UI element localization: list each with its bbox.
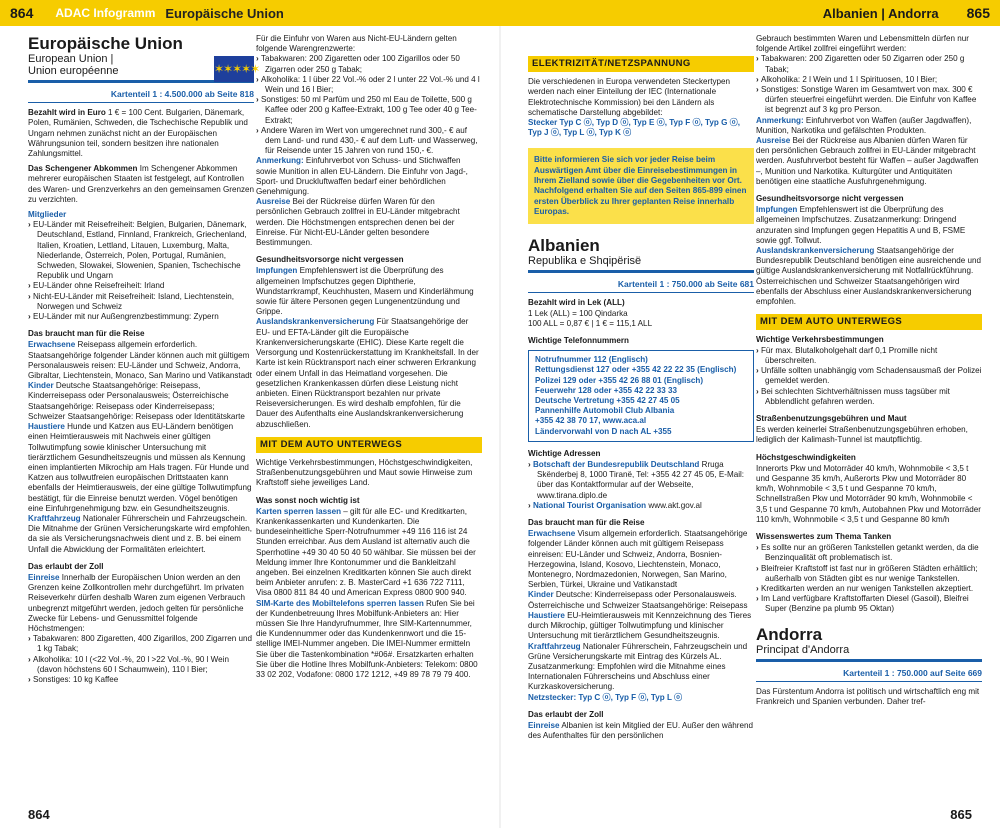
albania-car-section-bar: MIT DEM AUTO UNTERWEGS [756,314,982,330]
phone-line: +355 42 38 70 17, www.aca.al [535,416,647,426]
eu-exit-text: Bei der Rückreise dürfen Waren für den persönlichen Gebrauch zollfrei in EU-Länder mitgebracht werden. Die Höchstmengen entsprechen denen bei der Einreise. Für Nicht-EU-Länder gelten besondere Bestimmungen. [256,197,460,248]
members-item: › EU-Länder ohne Reisefreiheit: Irland [28,281,254,291]
eu-flag-icon: ✶✶✶✶✶ [214,56,254,82]
schengen-label: Das Schengener Abkommen [28,164,138,174]
eu-kids-label: Kinder [28,381,54,391]
eu-column-2 [256,34,482,680]
fuel-heading: Wissenswertes zum Thema Tanken [756,531,892,541]
eu-car-label: Kraftfahrzeug [28,513,81,523]
members-item: › EU-Länder mit Reisefreiheit: Belgien, Bulgarien, Dänemark, Deutschland, Estland, Finnland, Frankreich, Griechenland, Italien, Kroatien, Lettland, Litauen, Luxemburg, Malta, Niederlande, Österreich, Polen, Portugal, Rumänien, Schweden, Slowakei, Slowenien, Spanien, Tschechische Republik und Ungarn [28,220,254,281]
left-header-bar [0,0,500,26]
eu-car-text: Nationaler Führerschein und Fahrzeugschein. Die Mitnahme der Grünen Versicherungskarte wird empfohlen, da sie als Versicherungsnachweis dient und z. B. bei einem Unfall die Abwicklung der Formalitäten erleichtert. [28,513,253,554]
eu-import-item: › Tabakwaren: 800 Zigaretten, 400 Zigarillos, 200 Zigarren und 1 kg Tabak; [28,634,254,654]
albania-title-underline [528,270,754,273]
eu-kids-text: Deutsche Staatsangehörige: Reisepass, Kinderreisepass oder Personalausweis; Österreichische Staatsangehörige: Reisepass oder Kinderreisepass; Schweizer Staatsangehörige: Reisepass oder Identitätskarte [28,381,245,421]
speed-text: Innerorts Pkw und Motorräder 40 km/h, Wohnmobile < 3,5 t und Gespanne 35 km/h, Außerorts Pkw und Motorräder 80 km/h, Wohnmobile < 3,5 t und Gespanne 70 km/h, Schnellstraßen Pkw und Motorräder 90 km/h, Wohnmobile < 3,5 t und Gespanne 70 km/h, Autobahnen Pkw und Motorräder 110 km/h, Wohnmobile < 3,5 t und Gespanne 80 km/h [756,463,981,524]
plug-types: Stecker Typ C ⓞ, Typ D ⓞ, Typ E ⓞ, Typ F ⓞ, Typ G ⓞ, Typ J ⓞ, Typ L ⓞ, Typ K ⓞ [528,118,740,138]
albania-customs-heading: Das erlaubt der Zoll [528,709,604,719]
albania-remark-text: Einfuhrverbot von Waffen (außer Jagdwaffen), Munition, Narkotika und gefälschten Produkten. [756,115,972,135]
right-page-number: 865 [966,5,990,21]
phone-line: Notrufnummer 112 (Englisch) [535,355,648,365]
eu-import-label: Einreise [28,572,60,582]
toll-heading: Straßenbenutzungsgebühren und Maut [756,413,907,423]
right-header-bar [500,0,1000,26]
fuel-item: › Im Land verfügbare Kraftstoffarten Diesel (Gasoil), Bleifrei Super (Benzine pa plumb 95 Oktan) [756,594,982,614]
albania-import-item: › Sonstiges: Sonstige Waren im Gesamtwert von max. 300 € dürfen steuerfrei eingeführt werden. Die Einfuhr von Kaffee ist begrenzt auf 3 kg pro Person. [756,85,982,116]
andorra-subtitle: Principat d'Andorra [756,643,850,656]
albania-car-label: Kraftfahrzeug [528,641,581,651]
albania-vacc-text: Empfehlenswert ist die Überprüfung des allgemeinen Impfschutzes. Zusatzanmerkung: Dringend anzuraten sind Impfungen gegen Hepatitis A und B, FSME sowie ggf. Tollwut. [756,205,966,245]
albania-car-text: Nationaler Führerschein, Fahrzeugschein und Grüne Versicherungskarte mit Eintrag des Kürzels AL. Zusatzanmerkung: Empfohlen wird die Mitnahme eines Internationalen Führerscheins und Abschluss einer Kurzkaskoversicherung. [528,641,748,692]
right-footer-page-number: 865 [950,807,972,822]
eu-remark-text: Einfuhrverbot von Schuss- und Stichwaffen sowie Munition in allen EU-Ländern. Die Einfuhr von Jagd-, Sport- und Druckluftwaffen bedarf einer behördlichen Genehmigung. [256,156,468,197]
eu-column-1 [28,34,260,685]
albania-kids-label: Kinder [528,590,554,600]
card-block-text: – gilt für alle EC- und Kreditkarten, Krankenkassenkarten und Kundenkarten. Die bundeseinheitliche Sperr-Notrufnummer +49 116 116 ist 24 Stunden erreichbar. Aus dem Ausland ist alternativ auch die Sperrhotline +49 30 40 50 40 50 wählbar. Sie müssen bei der Meldung immer Ihre Kontonummer und die Bankleitzahl angeben. Bei einzelnen Kreditkarten können Sie auch direkt beim Anbieter anrufen: z. B. MasterCard +1 636 722 7111, Visa 0800 811 84 40 und American Express 0800 900 940. [256,506,476,598]
tourism-label: National Tourist Organisation [532,500,647,510]
eu-customs-heading: Das erlaubt der Zoll [28,561,104,571]
eu-payment-text: 1 € = 100 Cent. Bulgarien, Dänemark, Polen, Rumänien, Schweden, die Tschechische Republik und Ungarn nehmen zunächst nicht an der Europäischen Währungsunion teil, sondern besitzen ihre nationalen Zahlungsmittel. [28,108,248,159]
phone-line: Ländervorwahl von D nach AL +355 [535,426,672,436]
electricity-text: Die verschiedenen in Europa verwendeten Steckertypen werden nach einer Einteilung der IEC (Internationale Elektrotechnische Kommission) bei den Ländern als schematische Darstellung abgebildet: [528,77,731,117]
noneu-item: › Andere Waren im Wert von umgerechnet rund 300,- € auf dem Land- und rund 430,- € auf dem Luft- und Wasserweg, für Reisende unter 15 Jahren von rund 150,- €. [256,126,482,157]
eu-car-intro: Wichtige Verkehrsbestimmungen, Höchstgeschwindigkeiten, Straßenbenutzungsgebühren und Maut sowie Hinweise zum Kraftstoff siehe jeweiliges Land. [256,457,473,488]
albania-adults-text: Visum allgemein erforderlich. Staatsangehörige folgender Länder können auch mit gültigem Reisepass einreisen: EU-Länder und Schweiz, Andorra, Bosnien-Herzegowina, Island, Kosovo, Liechtenstein, Monaco, Montenegro, Nordmazedonien, Norwegen, San Marino, Serbien, Türkei, Ukraine und Vatikanstadt [528,529,748,590]
toll-text: Es werden keinerlei Straßenbenutzungsgebühren erhoben, lediglich der Kalimash-Tunnel ist mautpflichtig. [756,425,968,445]
noneu-item: › Alkoholika: 1 l über 22 Vol.-% oder 2 l unter 22 Vol.-% und 4 l Wein und 16 l Bier; [256,75,482,95]
eu-remark-label: Anmerkung: [256,156,304,166]
albania-column-1 [528,34,754,741]
traffic-heading: Wichtige Verkehrsbestimmungen [756,335,884,345]
eu-health-heading: Gesundheitsvorsorge nicht vergessen [256,255,404,265]
members-heading: Mitglieder [28,210,67,220]
albania-adults-label: Erwachsene [528,529,576,539]
eu-need-heading: Das braucht man für die Reise [28,329,145,339]
brand-label: ADAC Infogramm [55,6,156,20]
eu-import-text: Innerhalb der Europäischen Union werden an den Grenzen keine Zollkontrollen mehr durchgeführt. Im privaten Reiseverkehr dürfen deshalb Waren zum eigenen Verbrauch unbegrenzt mitgeführt werden, jedoch gelten für persönliche Zwecke für Lebens- und Genussmittel folgende Höchstmengen: [28,572,246,633]
tourism-link[interactable]: www.akt.gov.al [648,500,702,510]
eu-subtitle-1: European Union | [28,53,114,65]
members-item: › EU-Länder mit nur Außengrenzbestimmung: Zypern [28,312,254,322]
albania-payment-text: 1 Lek (ALL) = 100 Qindarka 100 ALL = 0,87 € | 1 € = 115,1 ALL [528,308,653,328]
fuel-item: › Bleifreier Kraftstoff ist fast nur in größeren Städten erhältlich; außerhalb von Städten gibt es nur wenige Tankstellen. [756,564,982,584]
andorra-title-underline [756,659,982,662]
eu-subtitle-2: Union européenne [28,65,119,77]
phone-box [528,350,754,442]
left-page-number: 864 [10,5,34,21]
right-header-title: Albanien | Andorra [822,5,939,21]
fuel-item: › Kreditkarten werden an nur wenigen Tankstellen akzeptiert. [756,584,982,594]
electricity-section-bar: ELEKTRIZITÄT/NETZSPANNUNG [528,56,754,72]
andorra-intro: Das Fürstentum Andorra ist politisch und wirtschaftlich eng mit Frankreich und Spanien verbunden. Daher tref- [756,686,980,706]
noneu-item: › Tabakwaren: 200 Zigaretten oder 100 Zigarillos oder 50 Zigarren oder 250 g Tabak; [256,54,482,74]
eu-vacc-text: Empfehlenswert ist die Überprüfung des allgemeinen Impfschutzes gegen Diphtherie, Wundstarrkrampf, Keuchhusten, Masern und Kinderlähmung sowie für ältere Personen gegen Lungenentzündung und Grippe. [256,266,474,317]
schengen-text: Im Schengener Abkommen mehrerer europäischen Staaten ist festgelegt, auf Kontrollen des Waren- und Grenzverkehrs an den gemeinsamen Grenzen zu verzichten. [28,164,254,204]
albania-ins-text: Staatsangehörige der Bundesrepublik Deutschland benötigen eine ausreichende und gültige Auslandskrankenversicherung mit Notfallrückführung. Österreichischen und Schweizer Staatsangehörigen wird ebenfalls der Abschluss einer Auslandskrankenversicherung empfohlen. [756,246,981,307]
traffic-item: › Für max. Blutalkoholgehalt darf 0,1 Promille nicht überschreiten. [756,346,982,366]
phone-line: Feuerwehr 128 oder +355 42 22 33 33 [535,385,677,395]
eu-title: Europäische Union [28,34,183,53]
phone-line: Deutsche Vertretung +355 42 27 45 05 [535,396,680,406]
eu-adults-text: Reisepass allgemein erforderlich. Staatsangehörige folgender Länder können auch mit gültigem Personalausweis reisen: EU-Länder und Schweiz, Andorra, Gibraltar, Liechtenstein, Monaco, San Marino und Vatikanstadt [28,340,252,381]
albania-exit-text: Bei der Rückreise aus Albanien dürfen Waren für den persönlichen Gebrauch zollfrei in EU-Länder mitgebracht werden. Ausfuhrverbot besteht für Waffen – außer Jagdwaffen –, Munition und Narkotika. Kulturgüter und Antiquitäten benötigen eine staatliche Ausfuhrgenehmigung. [756,136,979,186]
traffic-item: › Bei schlechten Sichtverhältnissen muss tagsüber mit Abblendlicht gefahren werden. [756,387,982,407]
albania-import-cont: Gebrauch bestimmten Waren und Lebensmitteln dürfen nur folgende Artikel zollfrei eingeführt werden: [756,34,969,54]
albania-map-reference: Kartenteil 1 : 750.000 ab Seite 681 [528,276,754,293]
address-heading: Wichtige Adressen [528,448,601,458]
albania-import-text: Albanien ist kein Mitglied der EU. Außer den während des Aufenthaltes für den persönlichen [528,720,753,741]
eu-map-reference: Kartenteil 1 : 4.500.000 ab Seite 818 [28,86,254,103]
albania-vacc-label: Impfungen [756,205,798,215]
phone-line: Rettungsdienst 127 oder +355 42 22 22 35 (Englisch) [535,365,737,375]
eu-import-item: › Sonstiges: 10 kg Kaffee [28,675,254,685]
albania-remark-label: Anmerkung: [756,115,804,125]
eu-vacc-label: Impfungen [256,266,298,276]
eu-lost-heading: Was sonst noch wichtig ist [256,495,360,505]
eu-pets-label: Haustiere [28,422,65,432]
left-footer-page-number: 864 [28,807,50,822]
noneu-item: › Sonstiges: 50 ml Parfüm und 250 ml Eau de Toilette, 500 g Kaffee oder 200 g Kaffee-Extrakt, 100 g Tee oder 40 g Tee-Extrakt; [256,95,482,126]
albania-import-item: › Alkoholika: 2 l Wein und 1 l Spirituosen, 10 l Bier; [756,75,982,85]
albania-need-heading: Das braucht man für die Reise [528,518,645,528]
eu-car-section-bar: MIT DEM AUTO UNTERWEGS [256,437,482,453]
phone-heading: Wichtige Telefonnummern [528,336,629,346]
fuel-item: › Es sollte nur an größeren Tankstellen getankt werden, da die Benzinqualität oft problematisch ist. [756,543,982,563]
traffic-item: › Unfälle sollten unabhängig vom Schadensausmaß der Polizei gemeldet werden. [756,366,982,386]
noneu-intro: Für die Einfuhr von Waren aus Nicht-EU-Ländern gelten folgende Warengrenzwerte: [256,34,457,54]
albania-import-label: Einreise [528,720,560,730]
eu-adults-label: Erwachsene [28,340,76,350]
eu-title-block [28,34,260,83]
albania-plug-types: Netzstecker: Typ C ⓞ, Typ F ⓞ, Typ L ⓞ [528,692,683,702]
members-item: › Nicht-EU-Länder mit Reisefreiheit: Island, Liechtenstein, Norwegen und Schweiz [28,292,254,312]
albania-health-heading: Gesundheitsvorsorge nicht vergessen [756,194,904,204]
phone-line: Pannenhilfe Automobil Club Albania [535,406,675,416]
speed-heading: Höchstgeschwindigkeiten [756,452,856,462]
embassy-text: Rruga Skënderbej 8, 1000 Tiranë, Tel: +355 42 27 45 05, E-Mail: über das Kontaktformular auf der Webseite, www.tirana.diplo.de [537,460,745,500]
albania-pets-label: Haustiere [528,610,565,620]
eu-payment-label: Bezahlt wird in Euro [28,108,106,118]
albania-ins-label: Auslandskrankenversicherung [756,246,875,256]
albania-payment-heading: Bezahlt wird in Lek (ALL) [528,298,625,308]
eu-ins-label: Auslandskrankenversicherung [256,317,375,327]
albania-import-item: › Tabakwaren: 200 Zigaretten oder 50 Zigarren oder 250 g Tabak; [756,54,982,74]
right-page [500,0,1000,828]
card-block-label: Karten sperren lassen [256,506,342,516]
eu-exit-label: Ausreise [256,197,291,207]
andorra-map-reference: Kartenteil 1 : 750.000 auf Seite 669 [756,665,982,682]
embassy-label: Botschaft der Bundesrepublik Deutschland [532,460,700,470]
eu-import-item: › Alkoholika: 10 l (<22 Vol.-%, 20 l >22 Vol.-%, 90 l Wein (davon höchstens 60 l Schaumwein), 110 l Bier; [28,655,254,675]
category-label: Europäische Union [165,5,284,21]
phone-line: Polizei 129 oder +355 42 26 88 01 (Englisch) [535,375,704,385]
eu-ins-text: Für Staatsangehörige der EU- und EFTA-Länder gilt die Europäische Krankenversicherungskarte (EHIC). Diese Karte regelt die Versorgung und Kostenrückerstattung im Krankheitsfall. In der Karte ist kein Rücktransport nach einer schweren Erkrankung oder einem Unfall in das Heimatland vorgesehen. Die gesetzlichen Krankenkassen dürfen diese Leistung nicht anbieten. Einen Rücktransport bezahlen nur private Reiseversicherungen. Es wird deshalb empfohlen, für die Dauer des Aufenthalts eine Auslandskrankenversicherung abzuschließen. [256,317,479,429]
albania-column-2 [756,34,982,707]
sim-block-text: Rufen Sie bei der Kundenbetreuung Ihres Mobilfunk-Anbieters an: Hier müssen Sie Ihre Handyrufnummer, Ihre SIM-Kartennummer, die Kundennummer oder das Kundenkennwort und die 15-stellige IMEI-Nummer angeben. Die IMEI-Nummer ermitteln Sie über die Tastenkombination *#06#. Ersatzkarten erhalten Sie über die Hotline Ihres Mobilfunk-Anbieters: Telekom: 0800 33 02 202, Vodafone: 0800 172 1212, +49 89 78 79 79 400. [256,598,478,679]
sim-block-label: SIM-Karte des Mobiltelefons sperren lassen [256,598,424,608]
albania-kids-text: Deutsche: Kinderreisepass oder Personalausweis. Österreichische und Schweizer Staatsangehörige: Reisepass [528,590,748,610]
albania-exit-label: Ausreise [756,136,791,146]
eu-pets-text: Hunde und Katzen aus EU-Ländern benötigen einen Heimtierausweis mit Nachweis einer gültigen Tollwutimpfung sowie klinischer Untersuchung mit tierärztlichem Gesundheitszeugnis und müssen als Kennung einen implantierten Mikrochip am Hals tragen. Für Hunde und Katzen aus tollwutfreien europäischen Drittstaaten kann ebenfalls der Heimtierausweis, der eine gültige Tollwutimpfung bestätigt, für die Einreise benutzt werden. Vögel benötigen eine Einfuhrgenehmigung bzw. ein Gesundheitszeugnis. [28,422,252,513]
info-box: Bitte informieren Sie sich vor jeder Reise beim Auswärtigen Amt über die Einreisebestimmungen in Ihrem Zielland sowie über die Gegebenheiten vor Ort. Nachfolgend erhalten Sie auf den Seiten 865-899 einen ersten Überblick zu Ihrer geplanten Reise innerhalb Europas. [528,148,754,224]
albania-subtitle: Republika e Shqipërisë [528,255,642,268]
albania-pets-text: EU-Heimtierausweis mit Kennzeichnung des Tieres durch Mikrochip, gültiger Tollwutimpfung und klinischer Untersuchung mit tierärztlichem Gesundheitszeugnis. [528,610,752,641]
andorra-title: Andorra [756,624,823,644]
albania-title: Albanien [528,236,600,256]
